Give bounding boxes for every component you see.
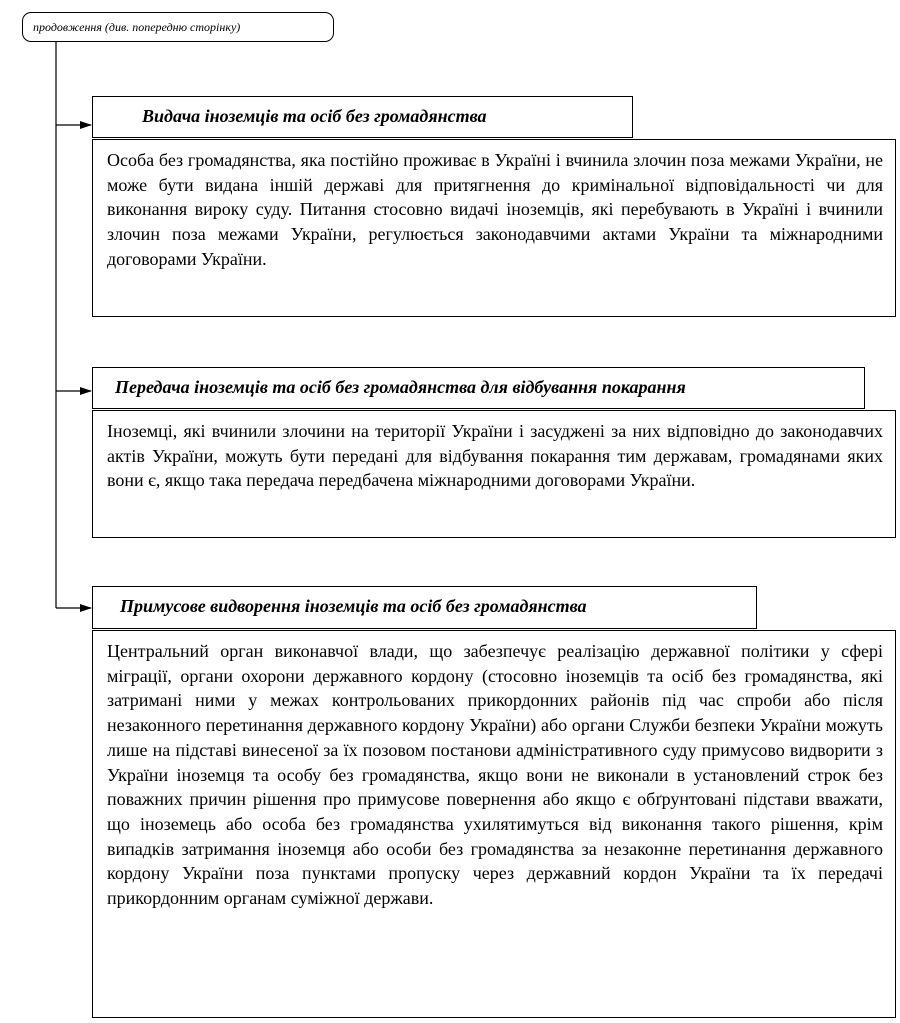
section-1-title: Видача іноземців та осіб без громадянства: [92, 96, 633, 138]
continuation-label: продовження (див. попередню сторінку): [22, 12, 334, 42]
section-3-title: Примусове видворення іноземців та осіб без громадянства: [92, 586, 757, 629]
section-3-body: Центральний орган виконавчої влади, що забезпечує реалізацію державної політики у сфері міграції, органи охорони державного кордону (стосовно іноземців та осіб без громадянства, які затримані ними у межах контрольованих прикордонних районів під час спроби або після незаконного перетинання державного кордону України) або органи Служби безпеки України можуть лише на підставі винесеної за їх позовом постанови адміністративного суду примусово видворити з України іноземця та особу без громадянства, якщо вони не виконали в установлений строк без поважних причин рішення про примусове повернення або якщо є обґрунтовані підстави вважати, що іноземець або особа без громадянства ухилятимуться від виконання такого рішення, крім випадків затримання іноземця або особи без громадянства за незаконне перетинання державного кордону України поза пунктами пропуску через державний кордон України та їх передачі прикордонним органам суміжної держави.: [92, 630, 896, 1018]
section-2-body: Іноземці, які вчинили злочини на території України і засуджені за них відповідно до законодавчих актів України, можуть бути передані для відбування покарання тим державам, громадянами яких вони є, якщо така передача передбачена міжнародними договорами України.: [92, 410, 896, 538]
section-1-body: Особа без громадянства, яка постійно проживає в Україні і вчинила злочин поза межами України, не може бути видана іншій державі для притягнення до кримінальної відповідальності чи для виконання вироку суду. Питання стосовно видачі іноземців, які перебувають в Україні і вчинили злочин поза межами України, регулюється законодавчими актами України та міжнародними договорами України.: [92, 139, 896, 317]
section-2-title: Передача іноземців та осіб без громадянства для відбування покарання: [92, 367, 865, 409]
